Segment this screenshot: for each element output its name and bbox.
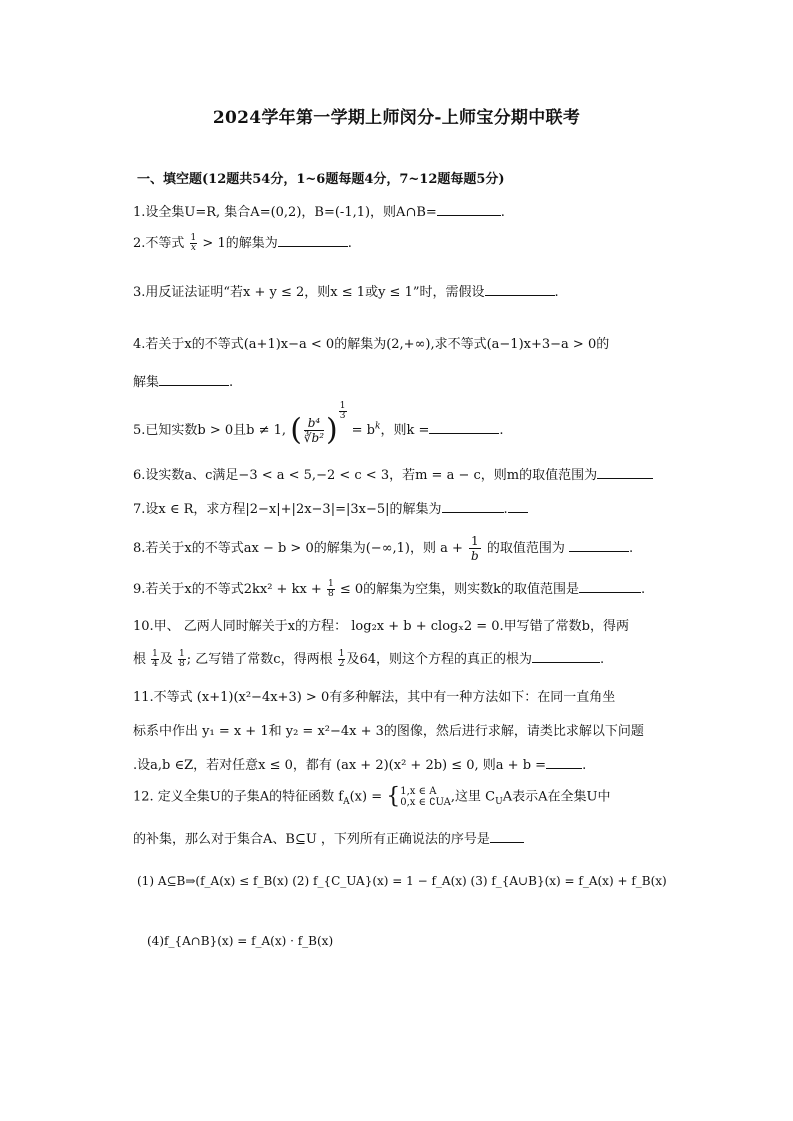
question-8: 8.若关于x的不等式ax − b > 0的解集为(−∞,1)，则 a + $\frac{1}{b}$ 的取值范围为 . xyxy=(133,534,634,563)
question-2: 2.不等式 $\frac{1}{x}$ > 1的解集为 . xyxy=(133,233,352,253)
fraction: $\frac{1}{b}$ xyxy=(471,534,479,563)
question-4: 4.若关于x的不等式(a+1)x−a < 0的解集为(2,+∞),求不等式(a−1)x+3−a > 0的 xyxy=(133,337,610,352)
question-7: 7.设x ∈ R，求方程|2−x|+|2x−3|=|3x−5|的解集为 . xyxy=(133,500,528,519)
question-12-cont: 的补集，那么对于集合A、B⊆U ，下列所有正确说法的序号是 xyxy=(133,830,524,849)
answer-blank-12[interactable] xyxy=(490,830,524,843)
piecewise-cases: 1,x ∈ A 0,x ∈ ∁UA xyxy=(400,786,451,808)
question-6 xyxy=(133,466,653,485)
fraction: $\frac{1}{8}$ xyxy=(327,579,334,599)
answer-blank-4[interactable] xyxy=(159,373,229,386)
answer-blank-10[interactable] xyxy=(532,650,600,663)
question-11-cont-1: 标系中作出 y₁ = x + 1和 y₂ = x²−4x + 3的图像，然后进行求解，请类比求解以下问题 xyxy=(133,724,644,739)
fraction: $\frac{1}{x}$ xyxy=(190,233,197,253)
answer-blank-6[interactable] xyxy=(597,466,653,479)
exponent: $\frac{1}{3}$ xyxy=(339,401,346,421)
answer-blank-7[interactable] xyxy=(442,500,504,513)
answer-blank-2[interactable] xyxy=(278,234,348,247)
question-11-cont-2: .设a,b ∈Z，若对任意x ≤ 0，都有 (ax + 2)(x² + 2b) ≤ 0, 则a + b = . xyxy=(133,758,587,773)
question-9: 9.若关于x的不等式2kx² + kx + $\frac{1}{8}$ ≤ 0的解集为空集，则实数k的取值范围是 . xyxy=(133,579,646,599)
question-12: 12. 定义全集U的子集A的特征函数 $f_A(x)$ = { 1,x ∈ A 0,x ∈ ∁UA ,这里 $C_UA$表示A在全集U中 xyxy=(133,784,611,809)
answer-blank-9[interactable] xyxy=(579,580,641,593)
options-line-1: (1) A⊆B⇒(f_A(x) ≤ f_B(x) (2) f_{C_UA}(x) = 1 − f_A(x) (3) f_{A∪B}(x) = f_A(x) + f_B(x) xyxy=(137,874,667,888)
answer-blank-11[interactable] xyxy=(546,756,582,769)
question-3-text: 3.用反证法证明“若x + y ≤ 2，则x ≤ 1或y ≤ 1”时，需假设 xyxy=(133,285,485,300)
question-6-text: 6.设实数a、c满足−3 < a < 5,−2 < c < 3，若m = a − c，则m的取值范围为 xyxy=(133,468,598,483)
question-3: 3.用反证法证明“若x + y ≤ 2，则x ≤ 1或y ≤ 1”时，需假设 . xyxy=(133,285,559,300)
question-10-cont: 根 $\frac{1}{4}$ 及 $\frac{1}{8}$ ; 乙写错了常数c，得两根 $\frac{1}{2}$ 及64，则这个方程的真正的根为 . xyxy=(133,649,605,669)
question-10: 10.甲、 乙两人同时解关于x的方程： log₂x + b + clogₓ2 = 0.甲写错了常数b，得两 xyxy=(133,619,630,634)
question-1: 1.设全集U=R, 集合A=(0,2)，B=(-1,1)，则A∩B= . xyxy=(133,205,505,220)
question-1-text: 1.设全集U=R, 集合A=(0,2)，B=(-1,1)，则A∩B= xyxy=(133,205,437,220)
question-4-cont: 解集 . xyxy=(133,375,234,390)
answer-blank-1[interactable] xyxy=(437,203,501,216)
fraction: $\frac{\text{b⁴}}{\text{∛b²}}$ xyxy=(303,416,325,445)
question-11: 11.不等式 (x+1)(x²−4x+3) > 0有多种解法，其中有一种方法如下：在同一直角坐 xyxy=(133,690,616,705)
page-title: 2024学年第一学期上师闵分-上师宝分期中联考 xyxy=(212,108,581,128)
options-line-2: (4)f_{A∩B}(x) = f_A(x) · f_B(x) xyxy=(147,934,334,948)
question-5: 5.已知实数b > 0且b ≠ 1, ( $\frac{\text{b⁴}}{\text{∛b²}}$ ) $\frac{1}{3}$ = $b^k$，则k = . xyxy=(133,401,504,448)
section-heading: 一、填空题(12题共54分，1~6题每题4分，7~12题每题5分) xyxy=(137,172,505,187)
question-7-text: 7.设x ∈ R，求方程|2−x|+|2x−3|=|3x−5|的解集为 xyxy=(133,502,442,517)
answer-blank-5[interactable] xyxy=(429,421,499,434)
answer-blank-8[interactable] xyxy=(569,539,629,552)
answer-blank-3[interactable] xyxy=(485,283,555,296)
